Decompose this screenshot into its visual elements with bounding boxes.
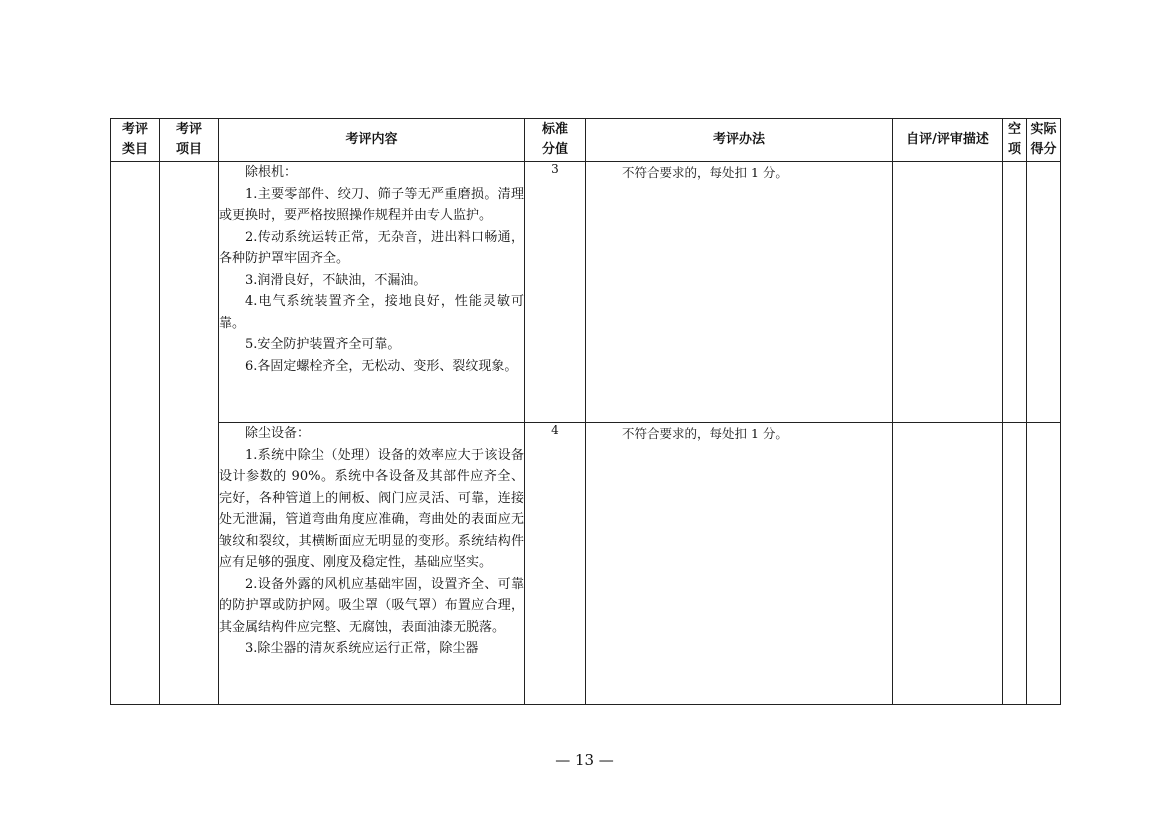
header-row — [111, 119, 1061, 162]
actual-score-cell — [1027, 162, 1061, 423]
actual-score-cell — [1027, 423, 1061, 705]
header-category: 考评 类目 — [111, 119, 160, 162]
header-method: 考评办法 — [586, 119, 893, 162]
empty-item-cell — [1003, 423, 1027, 705]
page-number: — 13 — — [555, 751, 614, 769]
empty-item-cell — [1003, 162, 1027, 423]
item-cell — [160, 162, 219, 705]
assessment-table — [110, 118, 1061, 705]
header-score: 标准 分值 — [525, 119, 586, 162]
content-cell: 除根机： 1.主要零部件、绞刀、筛子等无严重磨损。清理或更换时，要严格按照操作规程并由专人监护。 2.传动系统运转正常，无杂音，进出料口畅通，各种防护罩牢固齐全。 3.润滑良好，不缺油，不漏油。 4.电气系统装置齐全，接地良好，性能灵敏可靠。 5.安全防护装置齐全可靠。 6.各固定螺栓齐全，无松动、变形、裂纹现象。 — [219, 162, 525, 423]
header-content: 考评内容 — [219, 119, 525, 162]
table-row — [111, 162, 1061, 423]
self-review-cell — [893, 423, 1003, 705]
content-cell: 除尘设备： 1.系统中除尘（处理）设备的效率应大于该设备设计参数的 90%。系统中各设备及其部件应齐全、完好，各种管道上的闸板、阀门应灵活、可靠，连接处无泄漏，管道弯曲角度应准确，弯曲处的表面应无皱纹和裂纹，其横断面应无明显的变形。系统结构件应有足够的强度、刚度及稳定性，基础应坚实。 2.设备外露的风机应基础牢固，设置齐全、可靠的防护罩或防护网。吸尘罩（吸气罩）布置应合理，其金属结构件应完整、无腐蚀，表面油漆无脱落。 3.除尘器的清灰系统应运行正常，除尘器 — [219, 423, 525, 705]
method-cell: 不符合要求的，每处扣 1 分。 — [586, 162, 893, 423]
header-actual-score: 实际 得分 — [1027, 119, 1061, 162]
header-empty-item: 空 项 — [1003, 119, 1027, 162]
score-cell: 3 — [525, 162, 586, 423]
score-cell: 4 — [525, 423, 586, 705]
header-item: 考评 项目 — [160, 119, 219, 162]
category-cell — [111, 162, 160, 705]
header-self-review: 自评/评审描述 — [893, 119, 1003, 162]
table-row — [111, 423, 1061, 705]
method-cell: 不符合要求的，每处扣 1 分。 — [586, 423, 893, 705]
self-review-cell — [893, 162, 1003, 423]
